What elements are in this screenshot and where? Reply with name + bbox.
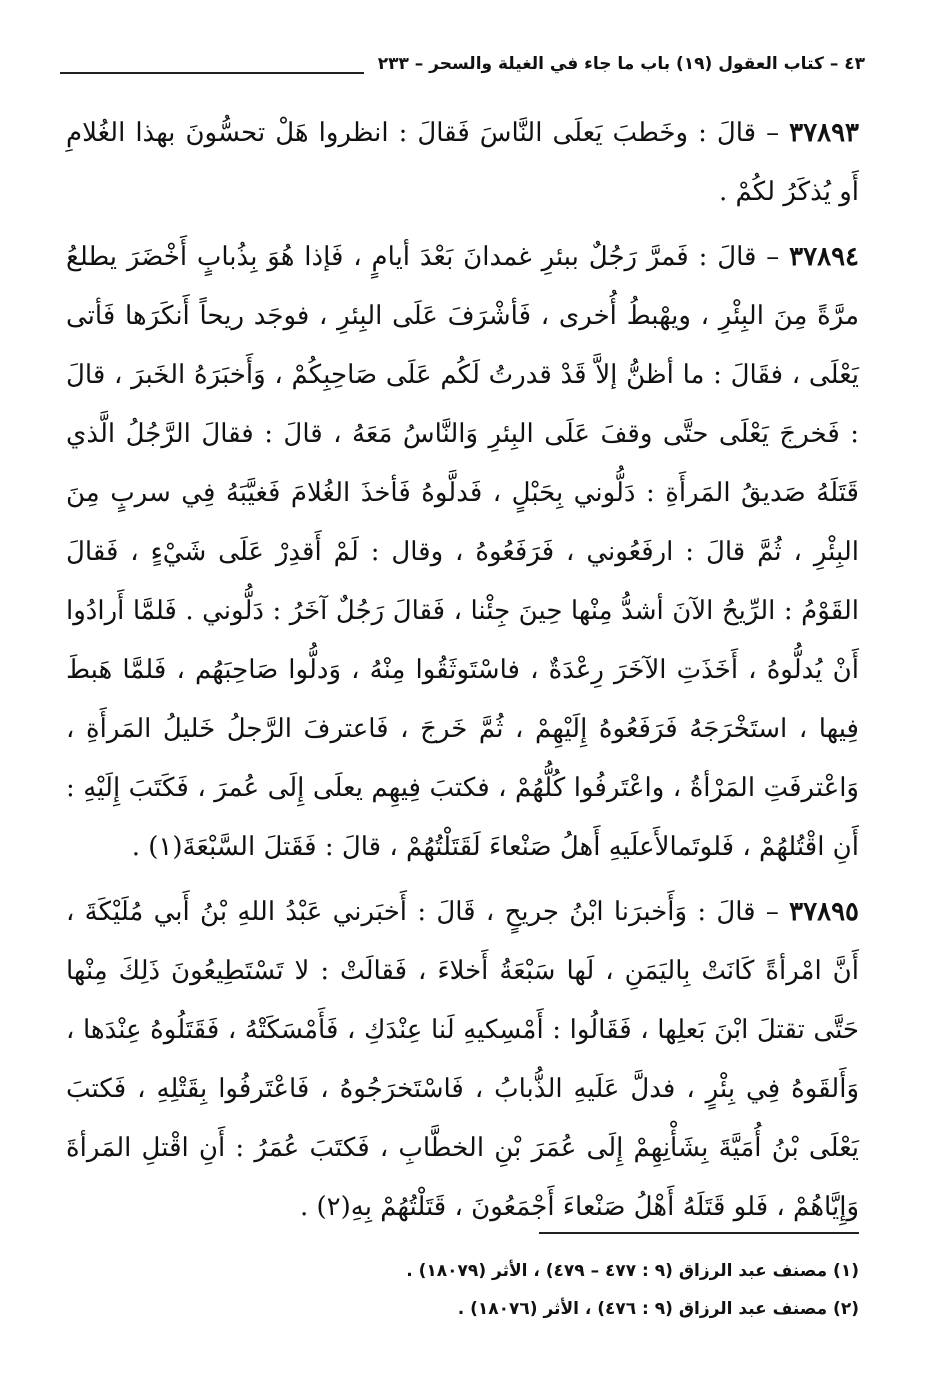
- paragraph-37894: ٣٧٨٩٤ – قالَ : فَمرَّ رَجُلٌ ببئرِ غمدانَ بَعْدَ أيامٍ ، فَإذا هُوَ بِذُبابٍ أَخْضَرَ يطلعُ مرَّةً مِنَ البِئْرِ ، ويهْبطُ أُخرى ، فَأشْرَفَ عَلَى البِئرِ ، فوجَد ريحاً أَنكَرَها فَأتى يَعْلَى ، فقَالَ : ما أظنُّ إلاَّ قَدْ قدرتُ لَكُم عَلَى صَاحِبِكُمْ ، وَأَخبَرَهُ الخَبرَ ، قالَ : فَخرجَ يَعْلَى حتَّى وقفَ عَلَى البِئرِ وَالنَّاسُ مَعَهُ ، قالَ : فقالَ الرَّجُلُ الَّذي قَتَلَهُ صَديقُ المَرأَةِ : دَلُّوني بِحَبْلٍ ، فَدلَّوهُ فَأخذَ الغُلامَ فَغيَّبَهُ فِي سربٍ مِنَ البِئْرِ ، ثُمَّ قالَ : ارفَعُوني ، فَرَفَعُوهُ ، وقال : لَمْ أَقدِرْ عَلَى شَيْءٍ ، فَقالَ القَوْمُ : الرِّيحُ الآنَ أشدُّ مِنْها حِينَ جِئْنا ، فَقالَ رَجُلٌ آخَرُ : دَلُّوني . فَلمَّا أَرادُوا أَنْ يُدلُّوهُ ، أَخَذَتِ الآخَرَ رِعْدَةٌ ، فاسْتَوثَقُوا مِنْهُ ، وَدلُّوا صَاحِبَهُم ، فَلمَّا هَبطَ فِيها ، استَخْرَجَهُ فَرَفَعُوهُ إِلَيْهِمْ ، ثُمَّ خَرجَ ، فَاعترفَ الرَّجلُ خَليلُ المَرأَةِ ، وَاعْترفَتِ المَرْأةُ ، واعْتَرفُوا كُلُّهُمْ ، فكتبَ فِيهِم يعلَى إِلَى عُمرَ ، فَكَتَبَ إِلَيْهِ : أَنِ اقْتُلهُمْ ، فَلوتَمالأَعلَيهِ أَهلُ صَنْعاءَ لَقَتَلْتُهُمْ ، قالَ : فَقَتلَ السَّبْعَةَ(١) .: [66, 242, 859, 862]
- paragraph-text: – قالَ : وخَطبَ يَعلَى النَّاسَ فَقالَ : انظروا هَلْ تحسُّونَ بهذا الغُلامِ أَو يُذكَرُ لكُمْ .: [66, 118, 859, 207]
- hadith-number: ٣٧٨٩٥: [789, 897, 859, 927]
- footnote-rule: [539, 1232, 859, 1234]
- main-text: [66, 104, 859, 1237]
- paragraph-37895: ٣٧٨٩٥ – قالَ : وَأَخبرَنا ابْنُ جريحٍ ، قَالَ : أَخبَرني عَبْدُ اللهِ بْنُ أَبي مُلَيْكَةَ ، أَنَّ امْرأةً كَانَتْ بِاليَمَنِ ، لَها سَبْعَةُ أَخلاءَ ، فَقالَتْ : لا تَسْتَطِيعُونَ ذَلِكَ مِنْها حَتَّى تقتلَ ابْنَ بَعلِها ، فَقَالُوا : أَمْسِكيهِ لَنا عِنْدَكِ ، فَأَمْسَكَتْهُ ، فَقَتَلُوهُ عِنْدَها ، وَأَلقَوهُ فِي بِئْرٍ ، فدلَّ عَلَيهِ الذُّبابُ ، فَاسْتَخرَجُوهُ ، فَاعْتَرفُوا بِقَتْلِهِ ، فَكتبَ يَعْلَى بْنُ أُمَيَّةَ بِشَأْنِهِمْ إِلَى عُمَرَ بْنِ الخطَّابِ ، فَكتَبَ عُمَرُ : أَنِ اقْتلِ المَرأةَ وَإِيَّاهُمْ ، فَلو قَتَلَهُ أَهْلُ صَنْعاءَ أَجْمَعُونَ ، قَتَلْتُهُمْ بِهِ(٢) .: [66, 897, 859, 1222]
- paragraph-text: – قالَ : وَأَخبرَنا ابْنُ جريحٍ ، قَالَ : أَخبَرني عَبْدُ اللهِ بْنُ أَبي مُلَيْكَةَ ، أَنَّ امْرأةً كَانَتْ بِاليَمَنِ ، لَها سَبْعَةُ أَخلاءَ ، فَقالَتْ : لا تَسْتَطِيعُونَ ذَلِكَ مِنْها حَتَّى تقتلَ ابْنَ بَعلِها ، فَقَالُوا : أَمْسِكيهِ لَنا عِنْدَكِ ، فَأَمْسَكَتْهُ ، فَقَتَلُوهُ عِنْدَها ، وَأَلقَوهُ فِي بِئْرٍ ، فدلَّ عَلَيهِ الذُّبابُ ، فَاسْتَخرَجُوهُ ، فَاعْتَرفُوا بِقَتْلِهِ ، فَكتبَ يَعْلَى بْنُ أُمَيَّةَ بِشَأْنِهِمْ إِلَى عُمَرَ بْنِ الخطَّابِ ، فَكتَبَ عُمَرُ : أَنِ اقْتلِ المَرأةَ وَإِيَّاهُمْ ، فَلو قَتَلَهُ أَهْلُ صَنْعاءَ أَجْمَعُونَ ، قَتَلْتُهُمْ بِهِ: [66, 897, 859, 1222]
- running-header: [60, 44, 865, 84]
- header-rule: [60, 72, 364, 74]
- footnotes: [66, 1252, 859, 1328]
- hadith-number: ٣٧٨٩٤: [789, 242, 859, 272]
- footnote-ref: (٢): [316, 1192, 351, 1222]
- footnote-ref: (١): [148, 832, 183, 862]
- hadith-number: ٣٧٨٩٣: [789, 118, 859, 148]
- footnote-1: (١) مصنف عبد الرزاق (٩ : ٤٧٧ – ٤٧٩) ، الأثر (١٨٠٧٩) .: [406, 1261, 859, 1281]
- paragraph-37893: [66, 104, 859, 222]
- header-title: ٤٣ – كتاب العقول (١٩) باب ما جاء في الغيلة والسحر – ٢٣٣: [377, 54, 865, 74]
- footnote-2: (٢) مصنف عبد الرزاق (٩ : ٤٧٦) ، الأثر (١٨٠٧٦) .: [457, 1299, 859, 1319]
- paragraph-text: – قالَ : فَمرَّ رَجُلٌ ببئرِ غمدانَ بَعْدَ أيامٍ ، فَإذا هُوَ بِذُبابٍ أَخْضَرَ يطلعُ مرَّةً مِنَ البِئْرِ ، ويهْبطُ أُخرى ، فَأشْرَفَ عَلَى البِئرِ ، فوجَد ريحاً أَنكَرَها فَأتى يَعْلَى ، فقَالَ : ما أظنُّ إلاَّ قَدْ قدرتُ لَكُم عَلَى صَاحِبِكُمْ ، وَأَخبَرَهُ الخَبرَ ، قالَ : فَخرجَ يَعْلَى حتَّى وقفَ عَلَى البِئرِ وَالنَّاسُ مَعَهُ ، قالَ : فقالَ الرَّجُلُ الَّذي قَتَلَهُ صَديقُ المَرأَةِ : دَلُّوني بِحَبْلٍ ، فَدلَّوهُ فَأخذَ الغُلامَ فَغيَّبَهُ فِي سربٍ مِنَ البِئْرِ ، ثُمَّ قالَ : ارفَعُوني ، فَرَفَعُوهُ ، وقال : لَمْ أَقدِرْ عَلَى شَيْءٍ ، فَقالَ القَوْمُ : الرِّيحُ الآنَ أشدُّ مِنْها حِينَ جِئْنا ، فَقالَ رَجُلٌ آخَرُ : دَلُّوني . فَلمَّا أَرادُوا أَنْ يُدلُّوهُ ، أَخَذَتِ الآخَرَ رِعْدَةٌ ، فاسْتَوثَقُوا مِنْهُ ، وَدلُّوا صَاحِبَهُم ، فَلمَّا هَبطَ فِيها ، استَخْرَجَهُ فَرَفَعُوهُ إِلَيْهِمْ ، ثُمَّ خَرجَ ، فَاعترفَ الرَّجلُ خَليلُ المَرأَةِ ، وَاعْترفَتِ المَرْأةُ ، واعْتَرفُوا كُلُّهُمْ ، فكتبَ فِيهِم يعلَى إِلَى عُمرَ ، فَكَتَبَ إِلَيْهِ : أَنِ اقْتُلهُمْ ، فَلوتَمالأَعلَيهِ أَهلُ صَنْعاءَ لَقَتَلْتُهُمْ ، قالَ : فَقَتلَ السَّبْعَةَ: [66, 242, 859, 862]
